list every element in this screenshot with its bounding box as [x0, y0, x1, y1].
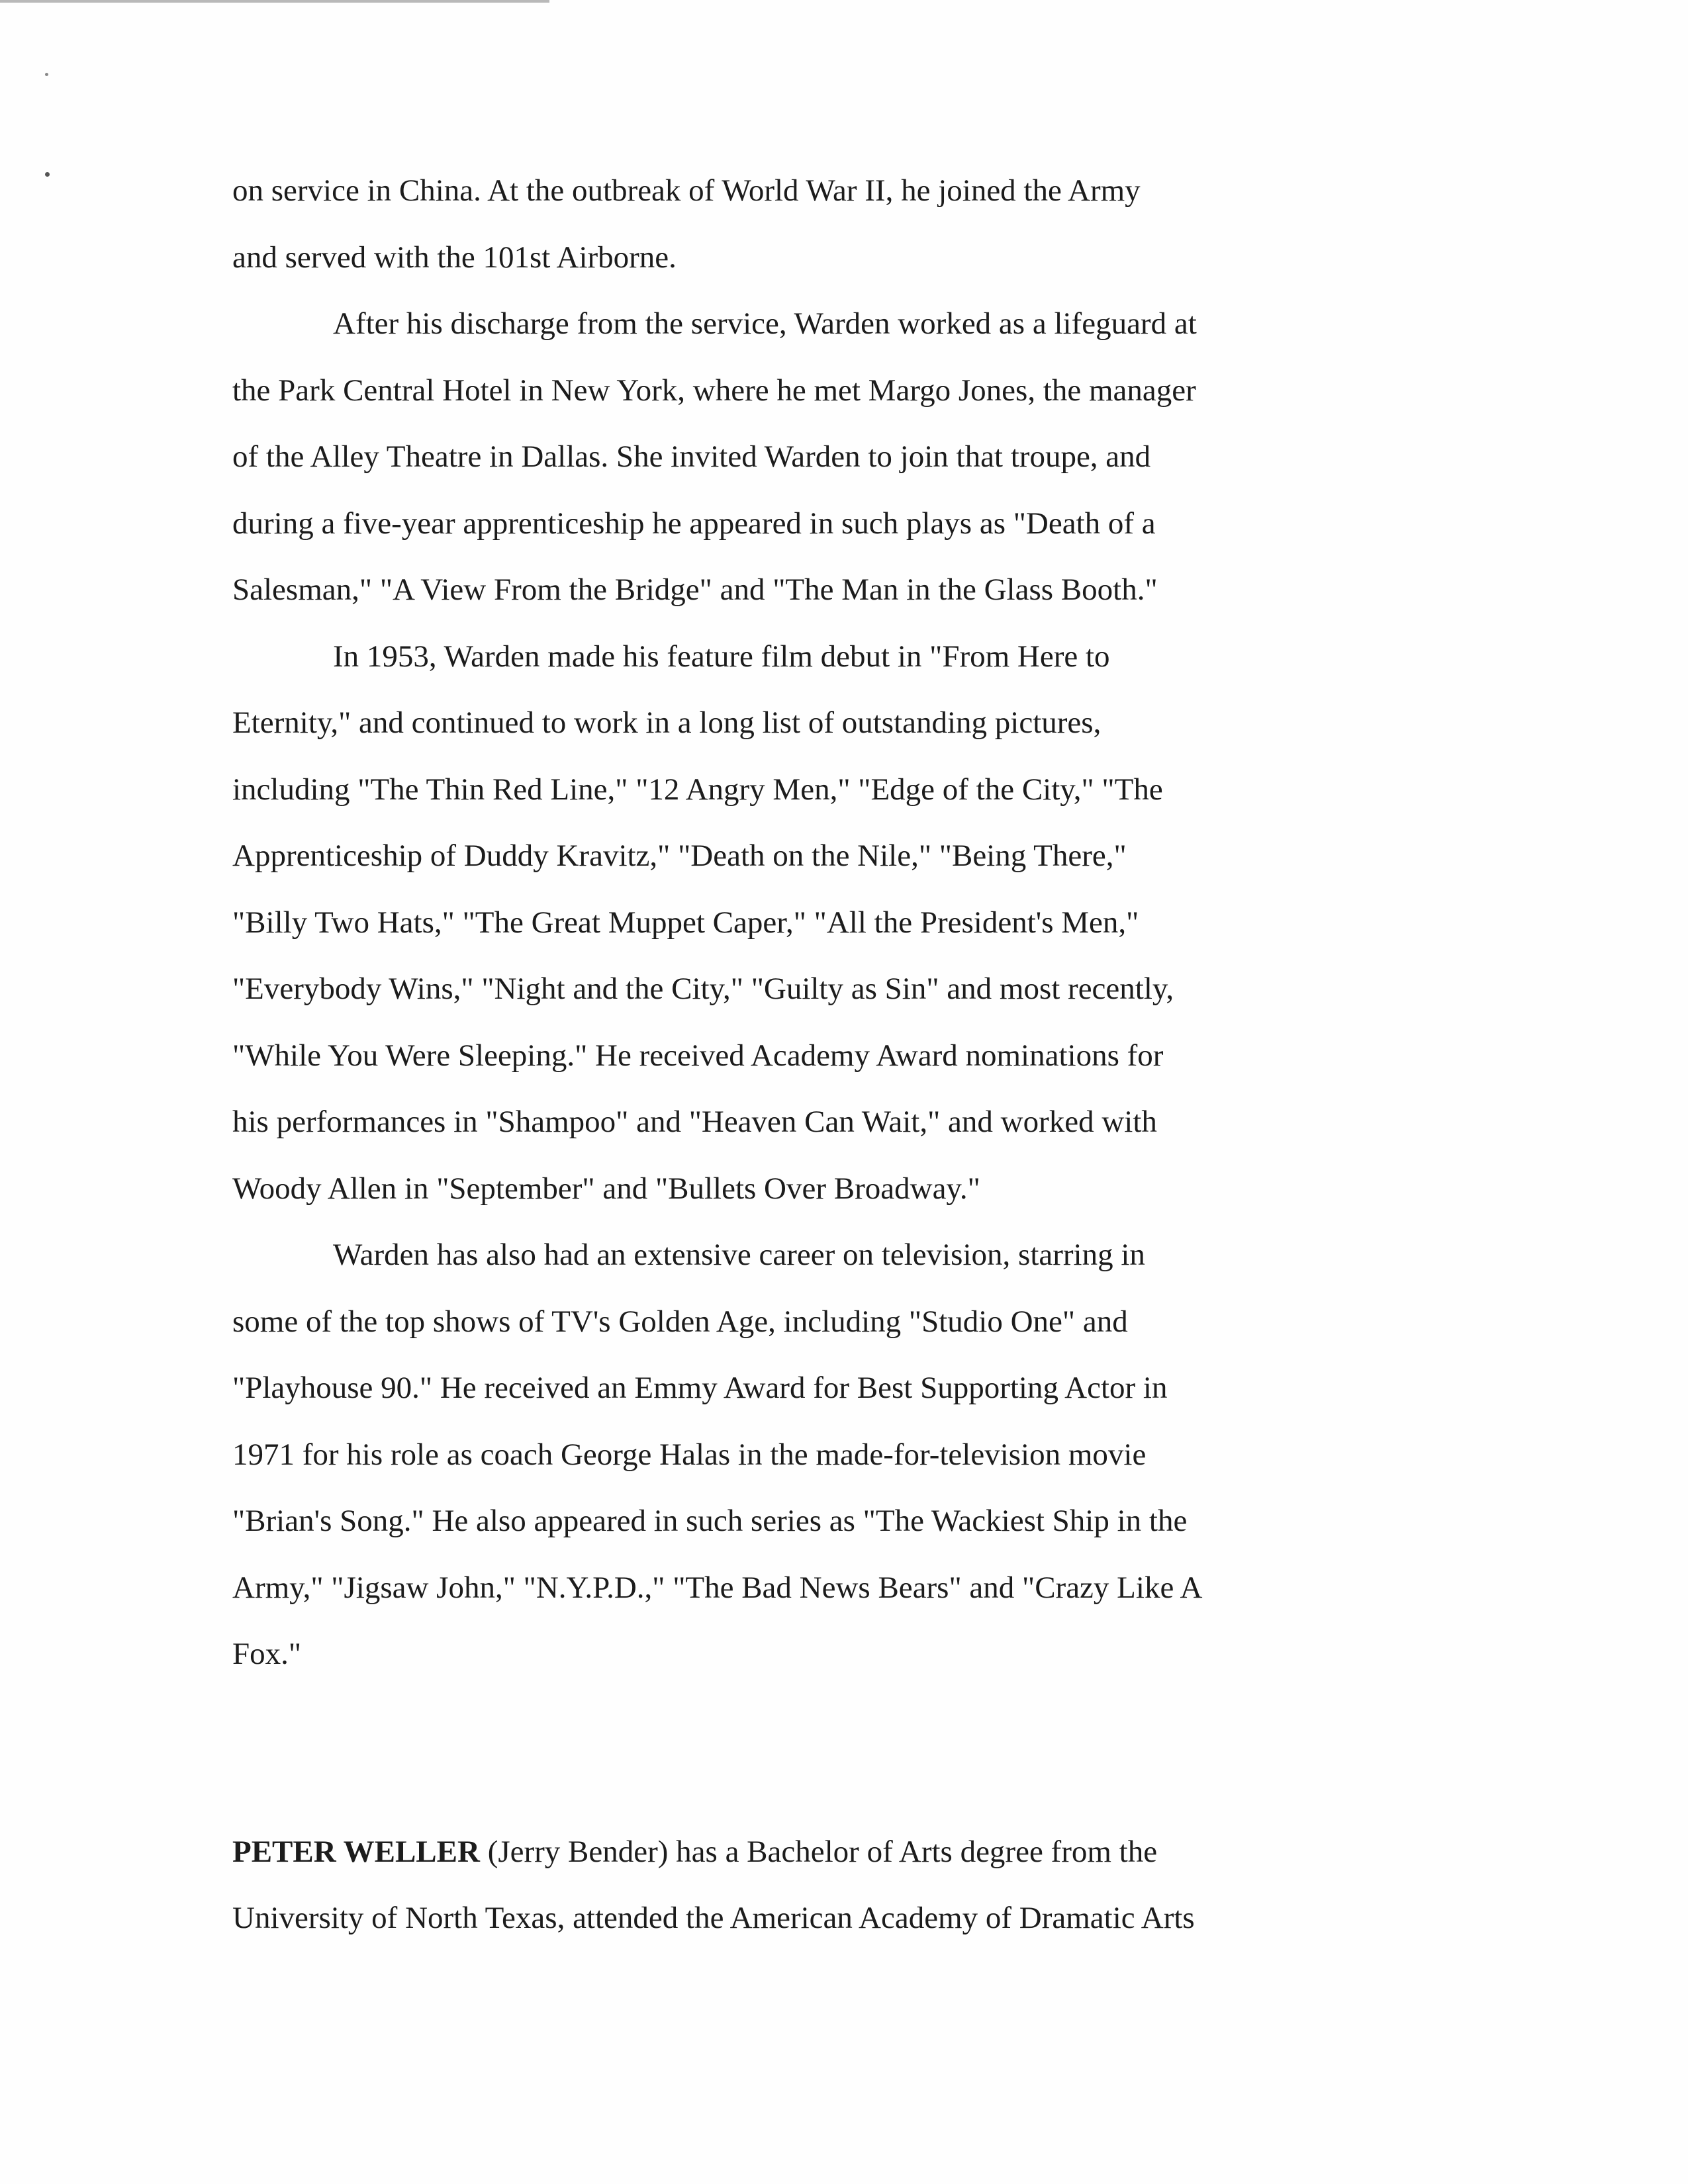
text-line: After his discharge from the service, Warden worked as a lifeguard at — [333, 306, 1197, 341]
scan-speck — [45, 172, 50, 177]
text-line-rest: (Jerry Bender) has a Bachelor of Arts degree from the — [479, 1834, 1158, 1869]
actor-name: PETER WELLER — [232, 1834, 480, 1869]
text-line: Apprenticeship of Duddy Kravitz," "Death on the Nile," "Being There," — [232, 839, 1127, 873]
text-line: his performances in "Shampoo" and "Heaven Can Wait," and worked with — [232, 1105, 1157, 1139]
text-line: some of the top shows of TV's Golden Age, including "Studio One" and — [232, 1304, 1128, 1339]
paragraph-3 — [232, 623, 1444, 1222]
paragraph-2 — [232, 291, 1444, 623]
text-line: 1971 for his role as coach George Halas in the made-for-television movie — [232, 1437, 1147, 1472]
text-line: Eternity," and continued to work in a long list of outstanding pictures, — [232, 705, 1102, 740]
paragraph-1 — [232, 158, 1444, 291]
text-line: Fox." — [232, 1637, 302, 1671]
text-line: Warden has also had an extensive career on television, starring in — [333, 1238, 1145, 1272]
text-line: Salesman," "A View From the Bridge" and "The Man in the Glass Booth." — [232, 572, 1158, 607]
paragraph-4 — [232, 1222, 1444, 1688]
top-scan-edge — [0, 0, 549, 3]
text-line: "Everybody Wins," "Night and the City," "Guilty as Sin" and most recently, — [232, 972, 1174, 1006]
text-line: during a five-year apprenticeship he appeared in such plays as "Death of a — [232, 506, 1156, 541]
section-gap — [232, 1688, 1444, 1819]
text-line: of the Alley Theatre in Dallas. She invited Warden to join that troupe, and — [232, 439, 1151, 474]
scan-speck — [45, 73, 48, 76]
text-line: "Playhouse 90." He received an Emmy Award for Best Supporting Actor in — [232, 1371, 1168, 1405]
text-line: In 1953, Warden made his feature film debut in "From Here to — [333, 639, 1110, 674]
text-line: Army," "Jigsaw John," "N.Y.P.D.," "The Bad News Bears" and "Crazy Like A — [232, 1570, 1203, 1605]
body-text — [232, 158, 1444, 1952]
paragraph-5 — [232, 1819, 1444, 1952]
text-line: including "The Thin Red Line," "12 Angry Men," "Edge of the City," "The — [232, 772, 1163, 807]
text-line: the Park Central Hotel in New York, where he met Margo Jones, the manager — [232, 373, 1196, 408]
text-line: "Billy Two Hats," "The Great Muppet Caper," "All the President's Men," — [232, 905, 1139, 940]
text-line: and served with the 101st Airborne. — [232, 240, 677, 275]
text-line: "While You Were Sleeping." He received Academy Award nominations for — [232, 1038, 1164, 1073]
text-line: "Brian's Song." He also appeared in such series as "The Wackiest Ship in the — [232, 1504, 1188, 1538]
text-line: University of North Texas, attended the American Academy of Dramatic Arts — [232, 1901, 1195, 1935]
text-line: on service in China. At the outbreak of World War II, he joined the Army — [232, 173, 1141, 208]
text-line — [232, 1819, 1444, 1886]
text-line: Woody Allen in "September" and "Bullets Over Broadway." — [232, 1171, 980, 1206]
